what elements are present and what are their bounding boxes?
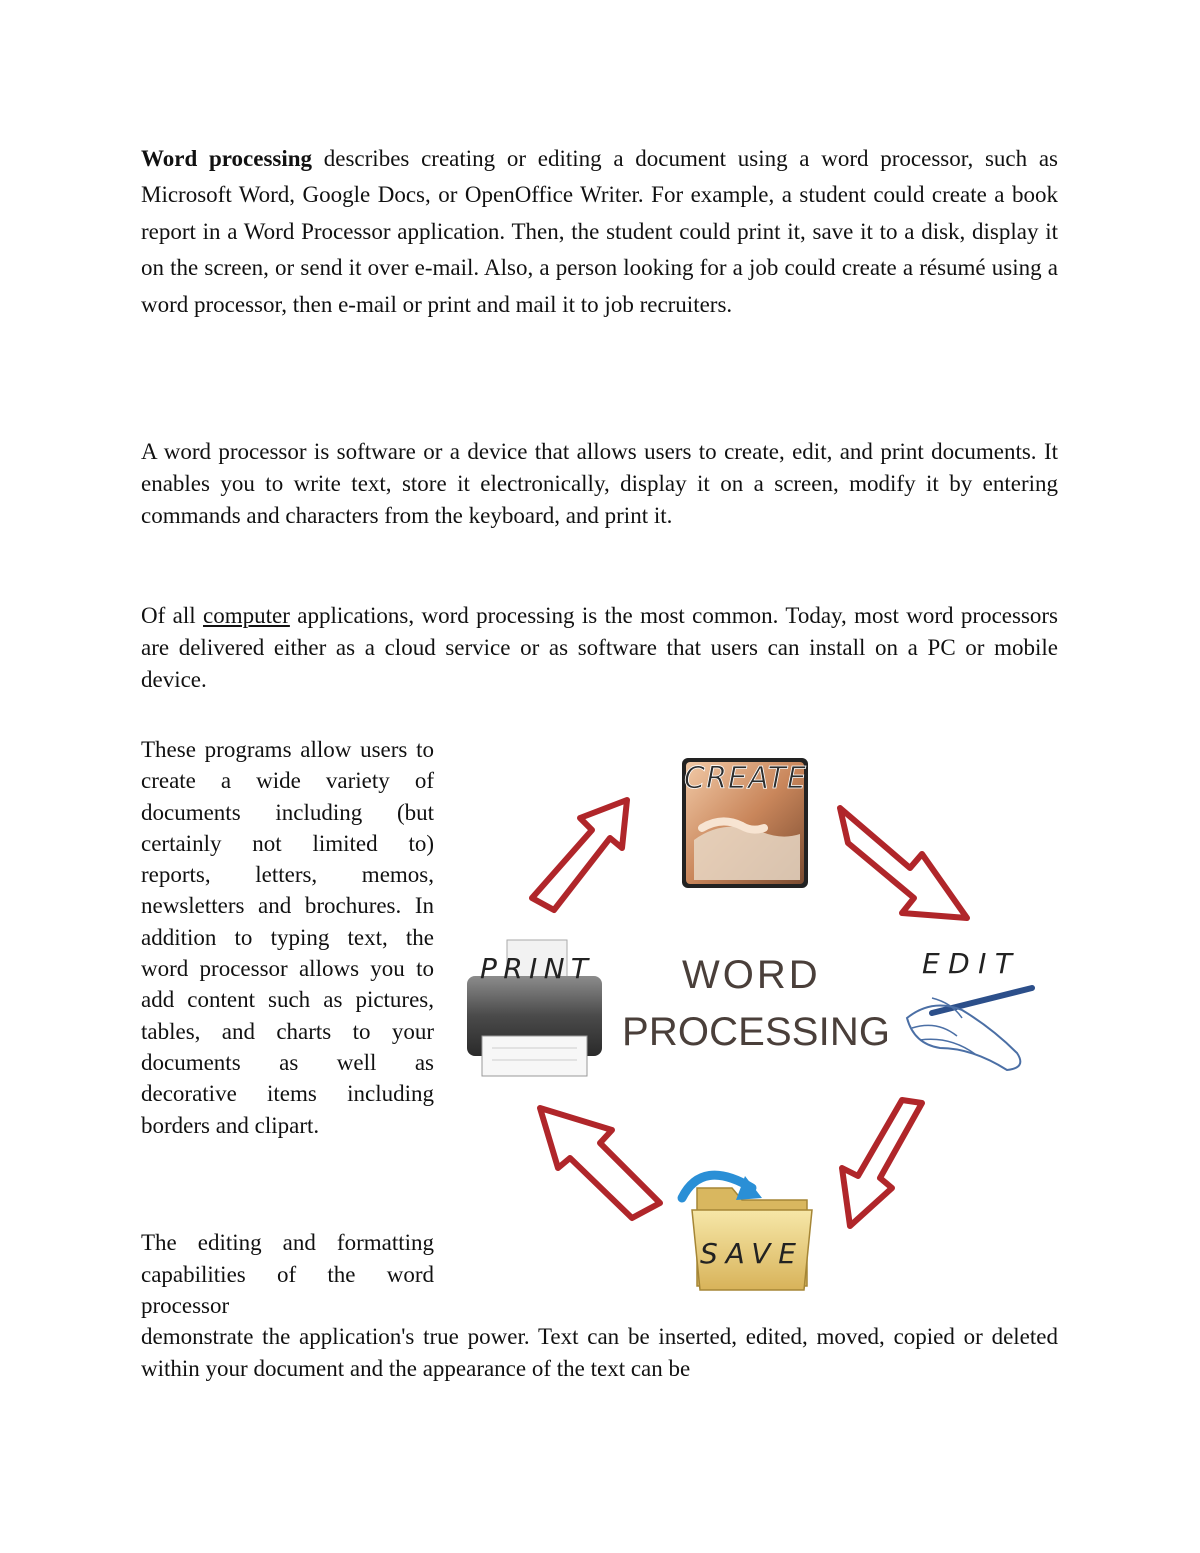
paragraph-text-after: applications, word processing is the most common. Today, most word processors are delivered either as a cloud service or as software that users can install on a PC or mobile device. [141, 603, 1058, 692]
arrow-print-to-create-icon [532, 800, 627, 910]
create-label: CREATE [684, 761, 806, 796]
print-label: PRINT [480, 952, 588, 985]
paragraph-text-before: Of all [141, 603, 204, 628]
paragraph-word-processor: A word processor is software or a device that allows users to create, edit, and print documents. It enables you to write text, store it electronically, display it on a screen, modify it by entering commands and characters from the keyboard, and print it. [141, 439, 1058, 528]
paragraph-word-processing-definition [141, 141, 1058, 323]
word-processing-cycle-diagram [462, 748, 1037, 1296]
paragraph-editing-formatting: The editing and formatting capabilities of the word processor [141, 1230, 434, 1318]
arrow-save-to-print-icon [540, 1108, 660, 1218]
paragraph-text: describes creating or editing a document using a word processor, such as Microsoft Word, Google Docs, or OpenOffice Writer. For example, a student could create a book report in a Word Processor application. Then, the student could print it, save it to a disk, display it on the screen, or send it over e-mail. Also, a person looking for a job could create a résumé using a word processor, then e-mail or print and mail it to job recruiters. [141, 146, 1058, 317]
create-card [682, 758, 808, 888]
bold-term: Word processing [141, 146, 313, 171]
diagram-svg [462, 748, 1037, 1296]
printer-icon [467, 940, 602, 1076]
diagram-title-line2: PROCESSING [622, 1010, 892, 1054]
edit-hand-icon [907, 947, 1032, 1070]
paragraph-programs-allow: These programs allow users to create a wide variety of documents including (but certainly not limited to) reports, letters, memos, newsletters and brochures. In addition to typing text, the word processor allows you to add content such as pictures, tables, and charts to your documents as well as decorative items including borders and clipart. [141, 737, 434, 1138]
computer-link[interactable]: computer [203, 603, 290, 628]
edit-label: EDIT [922, 947, 1012, 980]
diagram-title-line1: WORD [682, 953, 821, 997]
paragraph-most-common [141, 600, 1058, 696]
save-label: SAVE [700, 1237, 796, 1270]
paragraph-true-power: demonstrate the application's true power. Text can be inserted, edited, moved, copied or deleted within your document and the appearance of the text can be [141, 1324, 1058, 1381]
save-folder-icon [682, 1175, 812, 1290]
arrow-edit-to-save-icon [842, 1100, 922, 1226]
arrow-create-to-edit-icon [840, 808, 967, 918]
